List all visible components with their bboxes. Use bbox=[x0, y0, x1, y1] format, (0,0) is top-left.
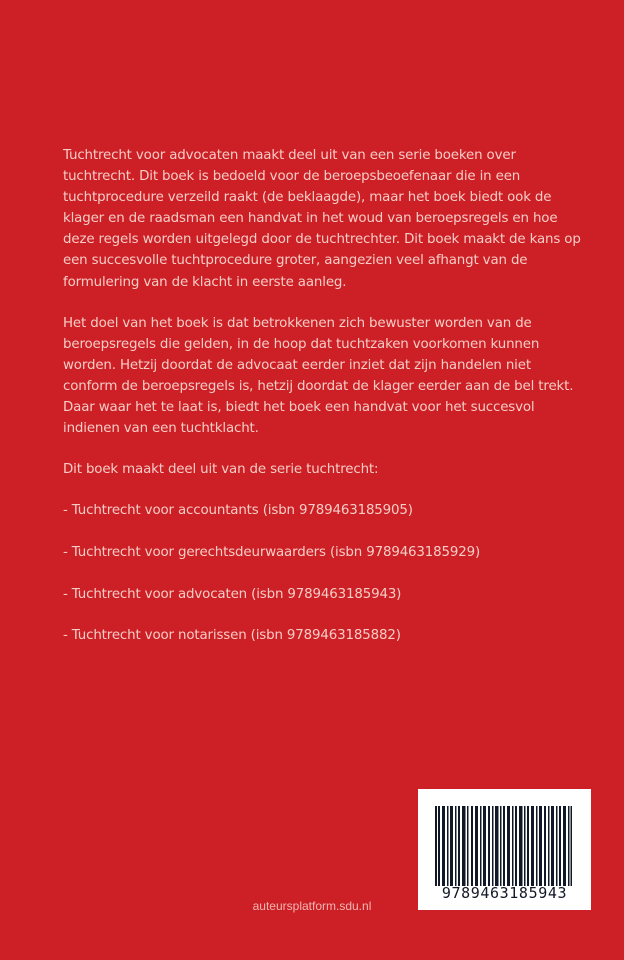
text-line: conform de beroepsregels is, hetzij doordat de klager eerder aan de bel trekt. bbox=[63, 378, 574, 394]
series-item-advocaten: - Tuchtrecht voor advocaten (isbn 9789463185943) bbox=[63, 586, 402, 602]
blurb bbox=[63, 145, 581, 667]
text-line: Het doel van het boek is dat betrokkenen zich bewuster worden van de bbox=[63, 315, 532, 331]
series-list bbox=[63, 500, 563, 646]
series-intro: Dit boek maakt deel uit van de serie tuchtrecht: bbox=[63, 462, 379, 478]
publisher-url: auteursplatform.sdu.nl bbox=[252, 899, 372, 913]
text-line: deze regels worden uitgelegd door de tuchtrechter. Dit boek maakt de kans op bbox=[63, 232, 581, 248]
blurb-paragraph-1 bbox=[63, 145, 581, 293]
text-line: tuchtrecht. Dit boek is bedoeld voor de beroepsbeoefenaar die in een bbox=[63, 169, 521, 185]
series-item-gerechtsdeurwaarders: - Tuchtrecht voor gerechtsdeurwaarders (isbn 9789463185929) bbox=[63, 544, 481, 560]
text-line: indienen van een tuchtklacht. bbox=[63, 421, 259, 437]
text-line: een succesvolle tuchtprocedure groter, aangezien veel afhangt van de bbox=[63, 253, 528, 269]
text-line: beroepsregels die gelden, in de hoop dat tuchtzaken voorkomen kunnen bbox=[63, 336, 540, 352]
text-line: klager en de raadsman een handvat in het woud van beroepsregels en hoe bbox=[63, 211, 558, 227]
isbn-barcode bbox=[418, 789, 591, 910]
isbn-number: 9789463185943 bbox=[441, 884, 568, 902]
text-line: formulering van de klacht in eerste aanleg. bbox=[63, 274, 347, 290]
text-line: worden. Hetzij doordat de advocaat eerder inziet dat zijn handelen niet bbox=[63, 357, 531, 373]
series-item-accountants: - Tuchtrecht voor accountants (isbn 9789463185905) bbox=[63, 503, 413, 519]
barcode-bars-icon bbox=[435, 806, 572, 886]
blurb-paragraph-2 bbox=[63, 313, 574, 440]
text-line: tuchtprocedure verzeild raakt (de beklaagde), maar het boek biedt ook de bbox=[63, 190, 552, 206]
text-line: Tuchtrecht voor advocaten maakt deel uit van een serie boeken over bbox=[63, 148, 516, 163]
text-line: Daar waar het te laat is, biedt het boek een handvat voor het succesvol bbox=[63, 400, 535, 416]
series-item-notarissen: - Tuchtrecht voor notarissen (isbn 9789463185882) bbox=[63, 628, 401, 644]
